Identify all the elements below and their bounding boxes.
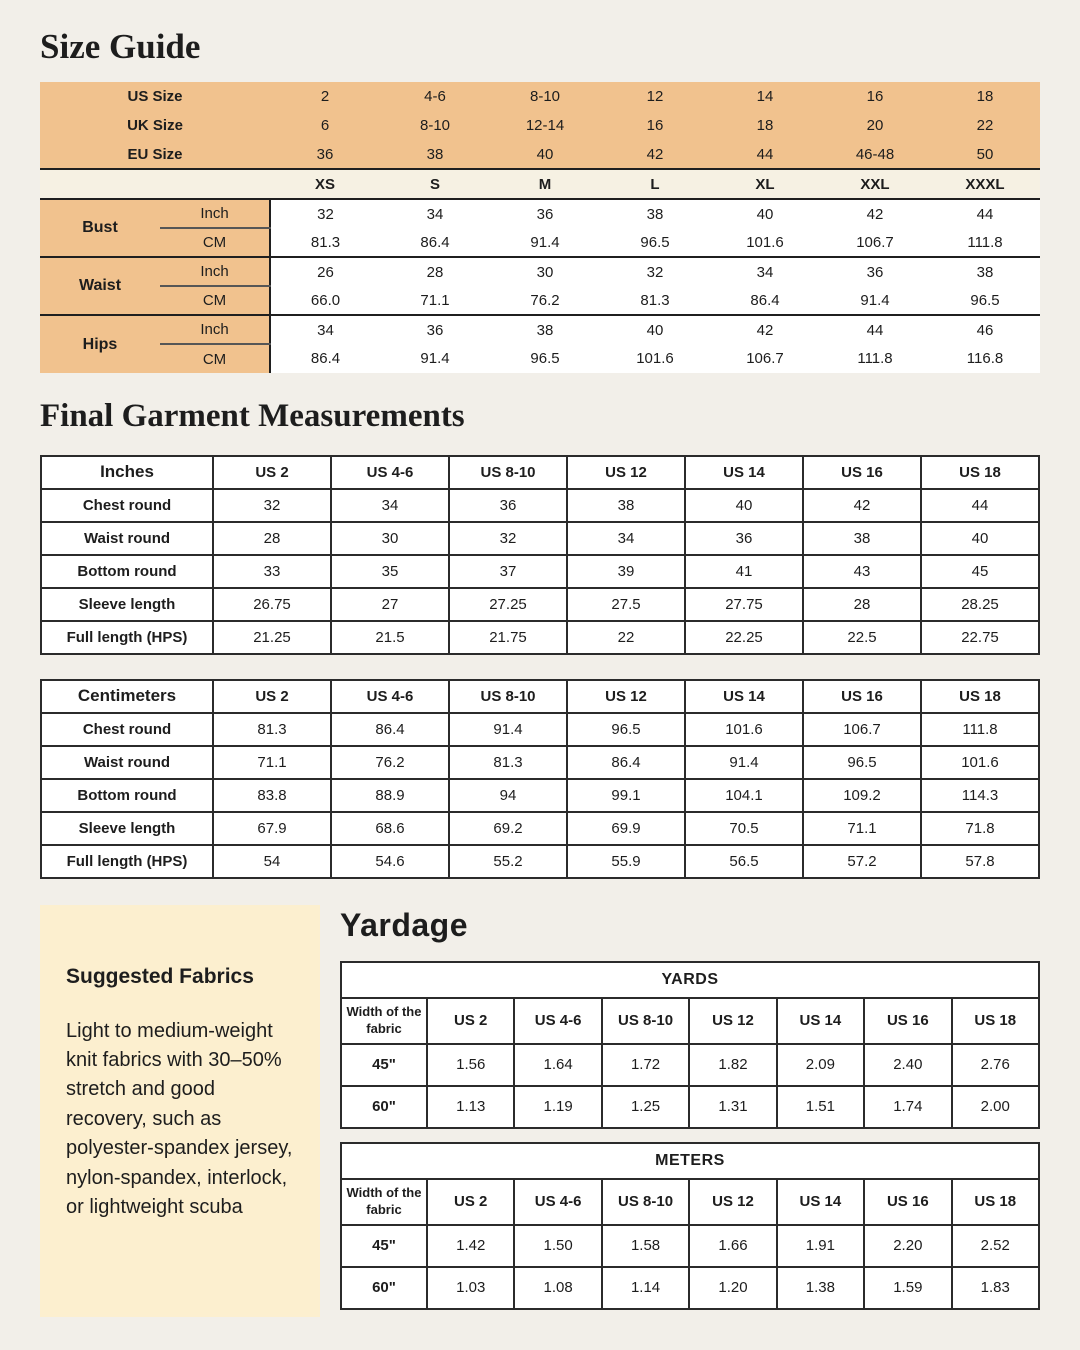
garment-value: 56.5: [685, 845, 803, 878]
size-conversion-value: 38: [380, 140, 490, 169]
size-conversion-table-body: [40, 82, 1040, 373]
garment-value: 26.75: [213, 588, 331, 621]
yardage-value: 1.72: [602, 1044, 689, 1086]
measurement-value-cm: 116.8: [930, 344, 1040, 373]
yardage-value: 1.58: [602, 1225, 689, 1267]
yardage-value: 2.20: [864, 1225, 951, 1267]
garment-value: 38: [803, 522, 921, 555]
garment-value: 104.1: [685, 779, 803, 812]
garment-size-header: US 12: [567, 456, 685, 489]
measurement-value-cm: 111.8: [930, 228, 1040, 257]
measurement-value-cm: 106.7: [710, 344, 820, 373]
measurement-value-inch: 28: [380, 257, 490, 286]
garment-size-header: US 16: [803, 680, 921, 713]
yardage-unit-caption: METERS: [341, 1143, 1039, 1179]
garment-row-label: Sleeve length: [41, 588, 213, 621]
measurement-value-inch: 38: [600, 199, 710, 228]
size-conversion-row: [40, 111, 1040, 140]
garment-row: [41, 812, 1039, 845]
measurement-cm-row: [40, 228, 1040, 257]
measurement-value-inch: 34: [380, 199, 490, 228]
yardage-size-header: US 12: [689, 998, 776, 1044]
measurement-value-inch: 34: [710, 257, 820, 286]
garment-row: [41, 746, 1039, 779]
garment-row-label: Full length (HPS): [41, 845, 213, 878]
measurement-value-cm: 76.2: [490, 286, 600, 315]
measurement-group-label: Hips: [40, 315, 160, 373]
garment-value: 42: [803, 489, 921, 522]
garment-row-label: Chest round: [41, 489, 213, 522]
size-letter-label: S: [380, 169, 490, 199]
yardage-value: 1.08: [514, 1267, 601, 1309]
size-letter-label: L: [600, 169, 710, 199]
garment-value: 22.5: [803, 621, 921, 654]
unit-label-cm: CM: [160, 344, 270, 373]
yardage-size-header: US 4-6: [514, 998, 601, 1044]
yardage-size-header: US 18: [952, 1179, 1039, 1225]
garment-value: 91.4: [449, 713, 567, 746]
garment-table-body: [41, 680, 1039, 878]
yardage-title: Yardage: [340, 906, 469, 943]
garment-table-body: [41, 456, 1039, 654]
size-conversion-value: 40: [490, 140, 600, 169]
garment-value: 86.4: [331, 713, 449, 746]
yardage-value: 1.19: [514, 1086, 601, 1128]
size-conversion-row: [40, 82, 1040, 111]
yardage-value: 2.00: [952, 1086, 1039, 1128]
garment-value: 33: [213, 555, 331, 588]
measurement-cm-row: [40, 286, 1040, 315]
yardage-size-header: US 8-10: [602, 1179, 689, 1225]
yardage-value: 2.52: [952, 1225, 1039, 1267]
garment-value: 94: [449, 779, 567, 812]
yardage-value: 1.82: [689, 1044, 776, 1086]
measurement-value-cm: 71.1: [380, 286, 490, 315]
measurement-value-inch: 46: [930, 315, 1040, 344]
garment-value: 27.25: [449, 588, 567, 621]
yardage-row: [341, 1225, 1039, 1267]
fabric-width-label: 60": [341, 1267, 427, 1309]
garment-value: 22: [567, 621, 685, 654]
garment-value: 81.3: [213, 713, 331, 746]
measurement-value-inch: 42: [820, 199, 930, 228]
measurement-value-cm: 111.8: [820, 344, 930, 373]
garment-value: 34: [331, 489, 449, 522]
garment-table-inches: [40, 455, 1040, 655]
garment-value: 86.4: [567, 746, 685, 779]
yardage-size-header: US 8-10: [602, 998, 689, 1044]
measurement-value-inch: 38: [930, 257, 1040, 286]
garment-size-header: US 8-10: [449, 456, 567, 489]
yardage-value: 2.76: [952, 1044, 1039, 1086]
size-conversion-value: 12: [600, 82, 710, 111]
garment-size-header: US 4-6: [331, 680, 449, 713]
garment-value: 27.75: [685, 588, 803, 621]
size-system-label: EU Size: [40, 140, 270, 169]
size-conversion-value: 16: [600, 111, 710, 140]
measurement-value-inch: 36: [490, 199, 600, 228]
size-letter-label: XS: [270, 169, 380, 199]
size-conversion-table: [40, 82, 1040, 373]
fabric-width-label: 45": [341, 1044, 427, 1086]
measurement-value-cm: 96.5: [930, 286, 1040, 315]
size-conversion-value: 12-14: [490, 111, 600, 140]
yardage-size-header: US 14: [777, 1179, 864, 1225]
measurement-value-inch: 32: [270, 199, 380, 228]
yardage-value: 1.20: [689, 1267, 776, 1309]
size-letter-label: XL: [710, 169, 820, 199]
fabric-width-label: 60": [341, 1086, 427, 1128]
yardage-value: 1.64: [514, 1044, 601, 1086]
garment-value: 57.2: [803, 845, 921, 878]
measurement-value-cm: 86.4: [380, 228, 490, 257]
measurement-value-inch: 40: [600, 315, 710, 344]
size-letter-label: XXL: [820, 169, 930, 199]
measurement-value-inch: 44: [820, 315, 930, 344]
garment-value: 28: [213, 522, 331, 555]
garment-value: 96.5: [567, 713, 685, 746]
garment-value: 40: [921, 522, 1039, 555]
garment-row: [41, 845, 1039, 878]
measurement-value-cm: 106.7: [820, 228, 930, 257]
measurement-value-cm: 86.4: [710, 286, 820, 315]
yardage-value: 1.50: [514, 1225, 601, 1267]
yardage-size-header: US 4-6: [514, 1179, 601, 1225]
garment-size-header: US 4-6: [331, 456, 449, 489]
size-conversion-value: 4-6: [380, 82, 490, 111]
garment-value: 36: [685, 522, 803, 555]
size-conversion-value: 36: [270, 140, 380, 169]
fabric-width-label: 45": [341, 1225, 427, 1267]
size-conversion-value: 6: [270, 111, 380, 140]
yardage-unit-caption: YARDS: [341, 962, 1039, 998]
yardage-value: 1.42: [427, 1225, 514, 1267]
garment-value: 28: [803, 588, 921, 621]
measurement-group-label: Waist: [40, 257, 160, 315]
yardage-value: 1.66: [689, 1225, 776, 1267]
size-conversion-row: [40, 140, 1040, 169]
size-conversion-value: 50: [930, 140, 1040, 169]
garment-value: 81.3: [449, 746, 567, 779]
garment-value: 101.6: [685, 713, 803, 746]
yardage-caption-row: [341, 962, 1039, 998]
yardage-value: 1.51: [777, 1086, 864, 1128]
yardage-size-header: US 12: [689, 1179, 776, 1225]
garment-value: 43: [803, 555, 921, 588]
page-title: Size Guide: [40, 27, 201, 66]
garment-size-header: US 16: [803, 456, 921, 489]
measurement-value-inch: 36: [380, 315, 490, 344]
fabric-width-header: Width of the fabric: [341, 998, 427, 1044]
yardage-value: 2.09: [777, 1044, 864, 1086]
garment-row: [41, 588, 1039, 621]
measurement-value-inch: 32: [600, 257, 710, 286]
yardage-header-row: [341, 998, 1039, 1044]
garment-size-header: US 12: [567, 680, 685, 713]
unit-label-inch: Inch: [160, 315, 270, 344]
garment-value: 101.6: [921, 746, 1039, 779]
garment-value: 76.2: [331, 746, 449, 779]
garment-value: 69.9: [567, 812, 685, 845]
garment-value: 111.8: [921, 713, 1039, 746]
measurement-cm-row: [40, 344, 1040, 373]
garment-value: 83.8: [213, 779, 331, 812]
garment-value: 22.25: [685, 621, 803, 654]
yardage-value: 1.91: [777, 1225, 864, 1267]
yardage-value: 1.59: [864, 1267, 951, 1309]
yardage-section: [40, 905, 1040, 1317]
size-letters-spacer: [40, 169, 270, 199]
garment-value: 106.7: [803, 713, 921, 746]
garment-value: 71.1: [803, 812, 921, 845]
garment-value: 55.2: [449, 845, 567, 878]
garment-value: 28.25: [921, 588, 1039, 621]
yardage-size-header: US 2: [427, 998, 514, 1044]
measurement-value-inch: 40: [710, 199, 820, 228]
yardage-value: 1.25: [602, 1086, 689, 1128]
garment-value: 57.8: [921, 845, 1039, 878]
garment-value: 34: [567, 522, 685, 555]
size-conversion-value: 42: [600, 140, 710, 169]
garment-value: 70.5: [685, 812, 803, 845]
measurement-value-cm: 86.4: [270, 344, 380, 373]
measurement-value-inch: 30: [490, 257, 600, 286]
yardage-size-header: US 18: [952, 998, 1039, 1044]
yardage-size-header: US 14: [777, 998, 864, 1044]
yardage-header-row: [341, 1179, 1039, 1225]
yardage-size-header: US 16: [864, 998, 951, 1044]
unit-label-inch: Inch: [160, 199, 270, 228]
measurement-group-label: Bust: [40, 199, 160, 257]
fabric-width-header: Width of the fabric: [341, 1179, 427, 1225]
garment-row: [41, 555, 1039, 588]
garment-row-label: Waist round: [41, 746, 213, 779]
garment-size-header: US 14: [685, 680, 803, 713]
size-conversion-value: 18: [930, 82, 1040, 111]
yardage-row: [341, 1044, 1039, 1086]
garment-size-header: US 2: [213, 680, 331, 713]
garment-value: 37: [449, 555, 567, 588]
garment-value: 40: [685, 489, 803, 522]
garment-value: 88.9: [331, 779, 449, 812]
measurement-value-cm: 91.4: [820, 286, 930, 315]
yardage-value: 1.14: [602, 1267, 689, 1309]
garment-value: 55.9: [567, 845, 685, 878]
garment-unit-header: Inches: [41, 456, 213, 489]
garment-value: 54.6: [331, 845, 449, 878]
measurement-value-cm: 96.5: [600, 228, 710, 257]
yardage-value: 1.31: [689, 1086, 776, 1128]
size-conversion-value: 46-48: [820, 140, 930, 169]
garment-row-label: Full length (HPS): [41, 621, 213, 654]
garment-value: 99.1: [567, 779, 685, 812]
garment-value: 44: [921, 489, 1039, 522]
garment-value: 114.3: [921, 779, 1039, 812]
garment-row: [41, 522, 1039, 555]
yards-table: [340, 961, 1040, 1129]
garment-value: 68.6: [331, 812, 449, 845]
garment-value: 67.9: [213, 812, 331, 845]
yardage-value: 1.13: [427, 1086, 514, 1128]
yardage-value: 1.74: [864, 1086, 951, 1128]
garment-size-header: US 14: [685, 456, 803, 489]
garment-value: 54: [213, 845, 331, 878]
measurement-value-inch: 38: [490, 315, 600, 344]
garment-value: 91.4: [685, 746, 803, 779]
size-letters-row: [40, 169, 1040, 199]
size-conversion-value: 8-10: [490, 82, 600, 111]
measurement-value-cm: 81.3: [600, 286, 710, 315]
garment-table-centimeters: [40, 679, 1040, 879]
yardage-size-header: US 2: [427, 1179, 514, 1225]
garment-value: 35: [331, 555, 449, 588]
garment-size-header: US 18: [921, 680, 1039, 713]
garment-value: 21.75: [449, 621, 567, 654]
garment-value: 27: [331, 588, 449, 621]
yardage-row: [341, 1086, 1039, 1128]
size-conversion-value: 2: [270, 82, 380, 111]
meters-table: [340, 1142, 1040, 1310]
unit-label-cm: CM: [160, 286, 270, 315]
garment-value: 69.2: [449, 812, 567, 845]
yardage-table-body: [341, 962, 1039, 1128]
measurement-value-cm: 101.6: [600, 344, 710, 373]
garment-value: 45: [921, 555, 1039, 588]
garment-size-header: US 8-10: [449, 680, 567, 713]
size-conversion-value: 18: [710, 111, 820, 140]
garment-value: 32: [213, 489, 331, 522]
garment-value: 71.1: [213, 746, 331, 779]
yardage-caption-row: [341, 1143, 1039, 1179]
size-system-label: US Size: [40, 82, 270, 111]
measurement-inch-row: [40, 315, 1040, 344]
size-conversion-value: 8-10: [380, 111, 490, 140]
garment-unit-header: Centimeters: [41, 680, 213, 713]
garment-row: [41, 713, 1039, 746]
measurement-value-cm: 101.6: [710, 228, 820, 257]
yardage-tables-column: [340, 905, 1040, 1317]
garment-row-label: Bottom round: [41, 779, 213, 812]
garment-row: [41, 489, 1039, 522]
garment-value: 109.2: [803, 779, 921, 812]
garment-row-label: Sleeve length: [41, 812, 213, 845]
size-letter-label: M: [490, 169, 600, 199]
measurement-value-inch: 42: [710, 315, 820, 344]
garment-value: 36: [449, 489, 567, 522]
garment-value: 30: [331, 522, 449, 555]
suggested-fabrics-panel: [40, 905, 320, 1317]
yardage-table-body: [341, 1143, 1039, 1309]
measurement-value-inch: 26: [270, 257, 380, 286]
measurement-value-inch: 36: [820, 257, 930, 286]
measurement-value-cm: 91.4: [490, 228, 600, 257]
garment-value: 21.25: [213, 621, 331, 654]
measurement-value-cm: 96.5: [490, 344, 600, 373]
garment-value: 71.8: [921, 812, 1039, 845]
yardage-row: [341, 1267, 1039, 1309]
yardage-value: 1.38: [777, 1267, 864, 1309]
garment-row: [41, 621, 1039, 654]
garment-value: 39: [567, 555, 685, 588]
size-system-label: UK Size: [40, 111, 270, 140]
garment-section-title: Final Garment Measurements: [40, 398, 465, 434]
size-conversion-value: 44: [710, 140, 820, 169]
garment-row-label: Bottom round: [41, 555, 213, 588]
garment-header-row: [41, 680, 1039, 713]
garment-row: [41, 779, 1039, 812]
garment-row-label: Chest round: [41, 713, 213, 746]
size-conversion-value: 22: [930, 111, 1040, 140]
size-conversion-value: 16: [820, 82, 930, 111]
measurement-value-inch: 34: [270, 315, 380, 344]
garment-value: 41: [685, 555, 803, 588]
garment-value: 21.5: [331, 621, 449, 654]
unit-label-inch: Inch: [160, 257, 270, 286]
garment-size-header: US 18: [921, 456, 1039, 489]
yardage-value: 1.83: [952, 1267, 1039, 1309]
yardage-size-header: US 16: [864, 1179, 951, 1225]
garment-value: 32: [449, 522, 567, 555]
garment-value: 27.5: [567, 588, 685, 621]
measurement-value-cm: 91.4: [380, 344, 490, 373]
yardage-value: 1.03: [427, 1267, 514, 1309]
size-conversion-value: 20: [820, 111, 930, 140]
garment-size-header: US 2: [213, 456, 331, 489]
suggested-fabrics-text: Light to medium-weight knit fabrics with 30–50% stretch and good recovery, such as polyester-spandex jersey, nylon-spandex, interlock, or lightweight scuba: [66, 1019, 293, 1218]
garment-row-label: Waist round: [41, 522, 213, 555]
measurement-inch-row: [40, 199, 1040, 228]
measurement-value-inch: 44: [930, 199, 1040, 228]
garment-value: 38: [567, 489, 685, 522]
unit-label-cm: CM: [160, 228, 270, 257]
size-conversion-value: 14: [710, 82, 820, 111]
garment-value: 22.75: [921, 621, 1039, 654]
measurement-inch-row: [40, 257, 1040, 286]
measurement-value-cm: 66.0: [270, 286, 380, 315]
garment-value: 96.5: [803, 746, 921, 779]
yardage-value: 2.40: [864, 1044, 951, 1086]
garment-header-row: [41, 456, 1039, 489]
measurement-value-cm: 81.3: [270, 228, 380, 257]
size-letter-label: XXXL: [930, 169, 1040, 199]
suggested-fabrics-title: Suggested Fabrics: [66, 964, 254, 988]
yardage-value: 1.56: [427, 1044, 514, 1086]
